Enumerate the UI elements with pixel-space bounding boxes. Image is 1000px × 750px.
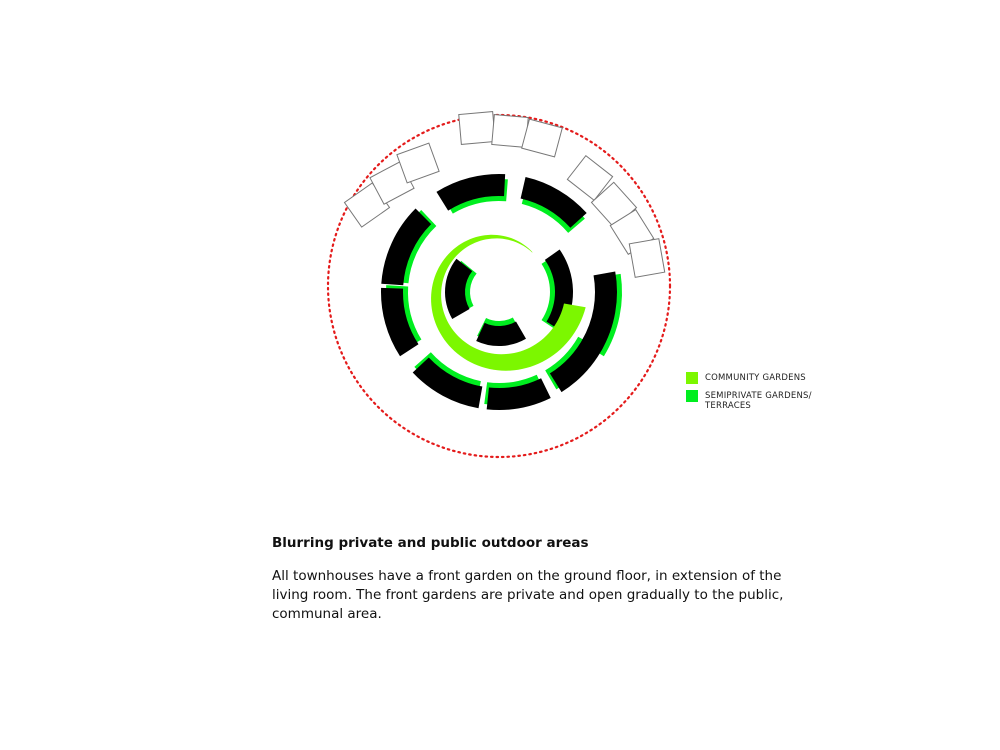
caption-title: Blurring private and public outdoor areas (272, 535, 589, 551)
legend-label-community: COMMUNITY GARDENS (705, 373, 806, 383)
townhouse-rings (381, 174, 617, 410)
legend-item-semiprivate (686, 390, 825, 411)
existing-house-4 (459, 112, 495, 145)
legend-item-community (686, 372, 825, 384)
legend-swatch-semiprivate (686, 390, 698, 402)
existing-house-10 (629, 239, 664, 278)
caption (272, 535, 792, 624)
legend-label-semiprivate: SEMIPRIVATE GARDENS/ TERRACES (705, 391, 812, 411)
caption-body: All townhouses have a front garden on the ground floor, in extension of the living room. The front gardens are private and open gradually to the public, communal area. (272, 568, 784, 622)
legend (686, 372, 825, 417)
legend-swatch-community (686, 372, 698, 384)
